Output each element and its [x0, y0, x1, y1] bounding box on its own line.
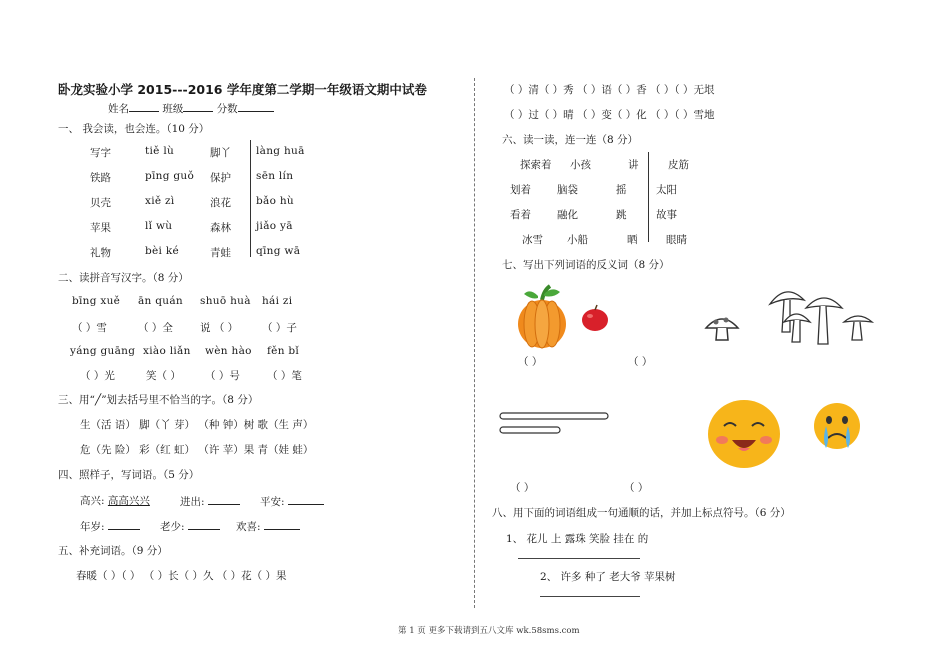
s6-word[interactable]: 探索着: [520, 159, 552, 171]
s6-word[interactable]: 冰雪: [522, 234, 543, 246]
s6-word[interactable]: 划着: [510, 184, 531, 196]
s1-pinyin: pīng guǒ: [145, 170, 195, 182]
s1-word: 苹果: [90, 222, 111, 234]
s6-word[interactable]: 小孩: [570, 159, 591, 171]
s4-example: 高高兴兴: [107, 495, 150, 507]
s2-pinyin: hái zi: [262, 295, 293, 307]
s7-answer-blank[interactable]: （ ）: [628, 356, 653, 368]
s4-item: 高兴: 高高兴兴: [80, 495, 150, 507]
s4-item: 老少:: [160, 518, 220, 534]
section-4-heading: 四、照样子，写词语。（5 分）: [58, 469, 200, 481]
s2-pinyin: fěn bǐ: [267, 345, 300, 357]
section-3-heading: 三、用“╱”划去括号里不恰当的字。（8 分）: [58, 394, 259, 406]
s1-pinyin: sēn lín: [256, 170, 294, 182]
s2-blank[interactable]: （ ）雪: [72, 322, 107, 334]
mushroom-cluster-icon: [766, 282, 876, 352]
s4-item: 年岁:: [80, 518, 140, 534]
s2-blank[interactable]: 说 （ ）: [200, 322, 239, 334]
section-8-heading: 八、用下面的词语组成一句通顺的话，并加上标点符号。（6 分）: [492, 507, 791, 519]
s1-pinyin: bèi ké: [145, 245, 180, 257]
s1-pinyin: lǐ wù: [145, 220, 173, 232]
s1-word: 浪花: [210, 197, 231, 209]
s6-word[interactable]: 晒: [627, 234, 638, 246]
long-short-bars-icon: [498, 410, 614, 438]
s1-pinyin: bǎo hù: [256, 195, 294, 207]
section-2-heading: 二、读拼音写汉字。（8 分）: [58, 272, 189, 284]
s6-word[interactable]: 脑袋: [557, 184, 578, 196]
s4-answer-field[interactable]: [108, 518, 140, 530]
s7-answer-blank[interactable]: （ ）: [510, 482, 535, 494]
name-field[interactable]: [129, 100, 159, 112]
s2-pinyin: xiào liǎn: [143, 345, 191, 357]
crying-face-icon: [812, 400, 862, 456]
s2-blank[interactable]: （ ）笔: [267, 370, 302, 382]
s1-word: 礼物: [90, 247, 111, 259]
s2-pinyin: ān quán: [138, 295, 183, 307]
s4-answer-field[interactable]: [208, 493, 240, 505]
s5-line[interactable]: 春暖（ ）（ ） （ ）长（ ）久 （ ）花（ ）果: [76, 570, 287, 582]
s4-answer-field[interactable]: [264, 518, 300, 530]
s6-word[interactable]: 融化: [557, 209, 578, 221]
s7-answer-blank[interactable]: （ ）: [518, 356, 543, 368]
s2-pinyin: wèn hào: [205, 345, 252, 357]
s1-word: 保护: [210, 172, 231, 184]
s2-pinyin: shuō huà: [200, 295, 251, 307]
apple-icon: [580, 304, 610, 332]
s2-pinyin: bīng xuě: [72, 295, 121, 307]
s6-word[interactable]: 看着: [510, 209, 531, 221]
s4-answer-field[interactable]: [188, 518, 220, 530]
student-info: [108, 100, 274, 116]
name-label: 姓名: [108, 103, 129, 115]
s1-word: 青蛙: [210, 247, 231, 259]
s6-word[interactable]: 讲: [628, 159, 639, 171]
class-field[interactable]: [183, 100, 213, 112]
s6-word[interactable]: 小船: [567, 234, 588, 246]
pumpkin-icon: [516, 284, 568, 350]
class-label: 班级: [162, 103, 184, 115]
s2-pinyin: yáng guāng: [70, 345, 136, 357]
score-field[interactable]: [238, 100, 274, 112]
column-divider: [474, 78, 476, 608]
s1-pinyin: qīng wā: [256, 245, 301, 257]
s4-item: 进出:: [180, 493, 240, 509]
s1-word: 脚丫: [210, 147, 231, 159]
s7-answer-blank[interactable]: （ ）: [624, 482, 649, 494]
s2-blank[interactable]: （ ）子: [262, 322, 297, 334]
section-1-heading: 一、 我会读，也会连。（10 分）: [58, 123, 210, 135]
page-footer: 第 1 页 更多下载请到五八文库 wk.58sms.com: [398, 626, 580, 636]
s3-line[interactable]: 危（先 险） 彩（红 虹） （许 苹）果 青（娃 蛙）: [80, 444, 314, 456]
s8-question: 1、 花儿 上 露珠 笑脸 挂在 的: [506, 533, 649, 545]
s8-question: 2、 许多 种了 老大爷 苹果树: [540, 571, 676, 583]
s2-blank[interactable]: （ ）光: [80, 370, 115, 382]
s8-answer-line[interactable]: [518, 558, 640, 559]
section-7-heading: 七、写出下列词语的反义词（8 分）: [502, 259, 670, 271]
s4-answer-field[interactable]: [288, 493, 324, 505]
s6-word[interactable]: 故事: [656, 209, 677, 221]
right-fill-line[interactable]: （ ）过（ ）晴 （ ）变（ ）化 （ ）（ ）雪地: [504, 109, 715, 121]
s2-blank[interactable]: （ ）号: [205, 370, 240, 382]
small-mushroom-icon: [702, 310, 742, 344]
s1-word: 写字: [90, 147, 111, 159]
s1-word: 森林: [210, 222, 231, 234]
s4-item: 平安:: [260, 493, 324, 509]
s3-line[interactable]: 生（活 语） 脚（丫 芽） （种 钟）树 歌（生 声）: [80, 419, 314, 431]
s2-blank[interactable]: （ ）全: [138, 322, 173, 334]
section-5-heading: 五、补充词语。（9 分）: [58, 545, 168, 557]
s4-item: 欢喜:: [236, 518, 300, 534]
s1-pinyin: xiě zì: [145, 195, 175, 207]
section-6-heading: 六、读一读，连一连（8 分）: [502, 134, 639, 146]
s6-divider: [648, 152, 649, 242]
s1-word: 铁路: [90, 172, 111, 184]
s1-divider: [250, 140, 251, 257]
s6-word[interactable]: 皮筋: [668, 159, 689, 171]
page-title: 卧龙实验小学 2015---2016 学年度第二学期一年级语文期中试卷: [58, 82, 427, 97]
s2-blank[interactable]: 笑（ ）: [146, 370, 181, 382]
s6-word[interactable]: 摇: [616, 184, 627, 196]
s6-word[interactable]: 眼睛: [666, 234, 687, 246]
s6-word[interactable]: 跳: [616, 209, 627, 221]
right-fill-line[interactable]: （ ）清（ ）秀 （ ）语（ ）香 （ ）（ ）无垠: [504, 84, 715, 96]
s6-word[interactable]: 太阳: [656, 184, 677, 196]
s1-pinyin: jiǎo yā: [256, 220, 293, 232]
score-label: 分数: [216, 103, 238, 115]
s1-pinyin: làng huā: [256, 145, 305, 157]
happy-face-icon: [706, 398, 782, 470]
s1-pinyin: tiě lù: [145, 145, 175, 157]
s1-word: 贝壳: [90, 197, 111, 209]
s8-answer-line[interactable]: [540, 596, 640, 597]
